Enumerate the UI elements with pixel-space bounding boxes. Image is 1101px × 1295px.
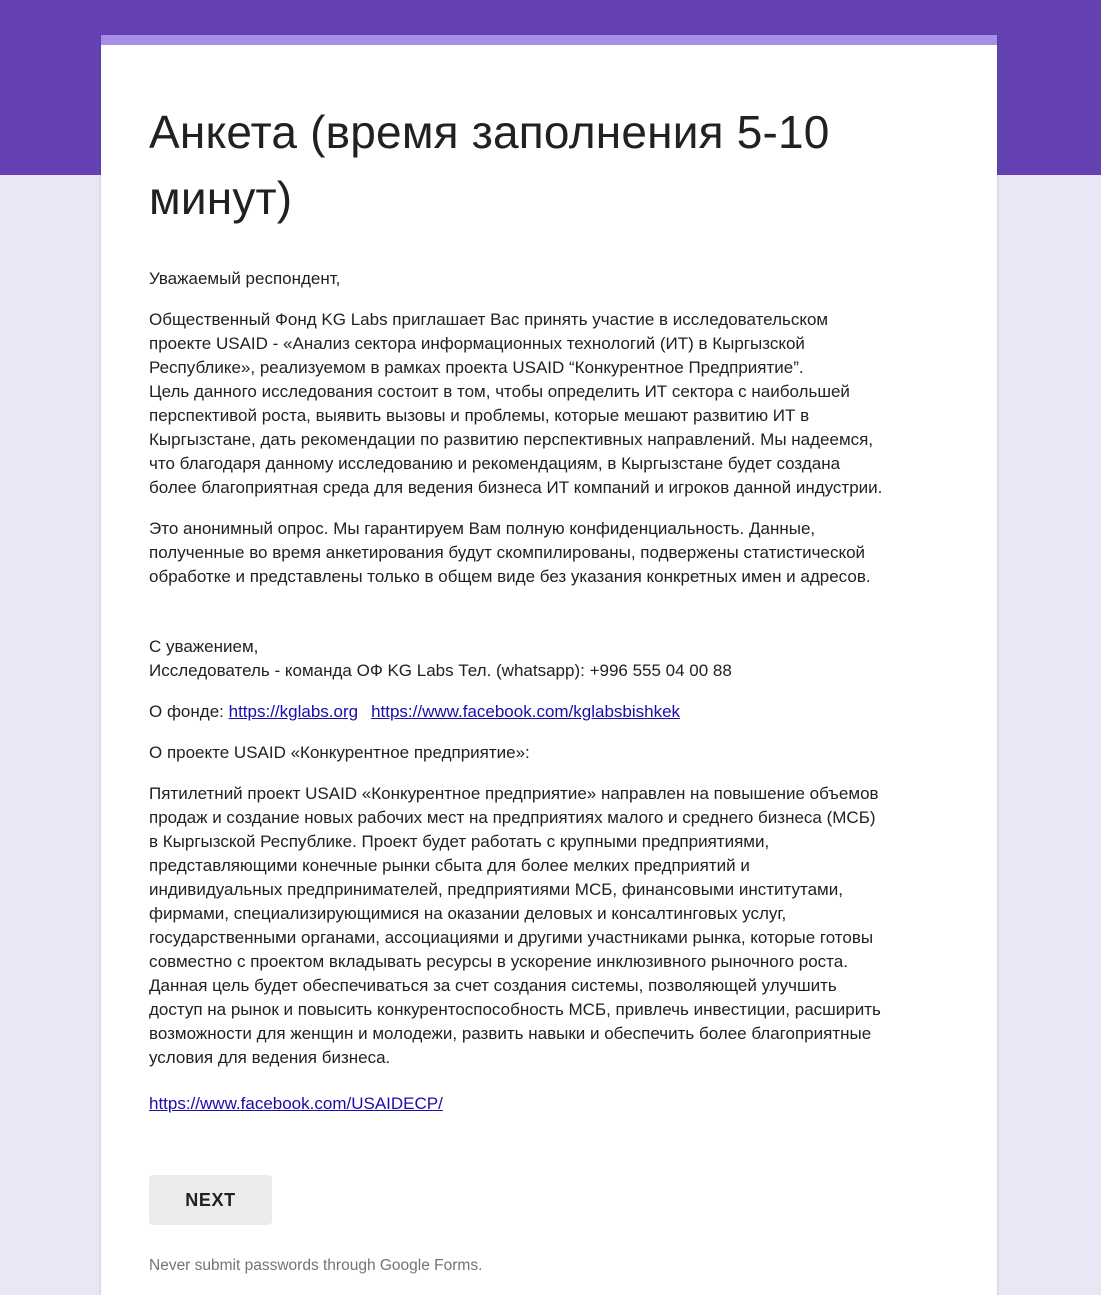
next-button[interactable]: NEXT bbox=[149, 1175, 272, 1225]
anonymity-text: Это анонимный опрос. Мы гарантируем Вам полную конфиденциальность. Данные, полученные во время анкетирования будут скомпилированы, подвержены статистической обработке и представлены только в общем виде без указания конкретных имен и адресов. bbox=[149, 519, 871, 586]
signature-text: С уважением, Исследователь - команда ОФ KG Labs Тел. (whatsapp): +996 555 04 00 88 bbox=[149, 637, 732, 680]
greeting-text: Уважаемый респондент, bbox=[149, 269, 341, 288]
kglabs-site-link[interactable]: https://kglabs.org bbox=[228, 702, 359, 721]
project-description: Пятилетний проект USAID «Конкурентное предприятие» направлен на повышение объемов продаж и создание новых рабочих мест на предприятиях малого и среднего бизнеса (МСБ) в Кыргызской Республике. Проект будет работать с крупными предприятиями, представляющими конечные рынки сбыта для более мелких предприятий и индивидуальных предпринимателей, предприятиями МСБ, финансовыми институтами, фирмами, специализирующимися на оказании деловых и консалтинговых услуг, государственными органами, ассоциациями и другими участниками рынка, которые готовы совместно с проектом вкладывать ресурсы в ускорение инклюзивного рыночного роста. Данная цель будет обеспечиваться за счет создания системы, позволяющей улучшить доступ на рынок и повысить конкурентоспособность МСБ, привлечь инвестиции, расширить возможности для женщин и молодежи, развить навыки и обеспечить более благоприятные условия для ведения бизнеса. bbox=[149, 784, 881, 1067]
project-link-line bbox=[149, 1092, 949, 1116]
project-heading: О проекте USAID «Конкурентное предприятие»: bbox=[149, 743, 530, 762]
about-fund-line bbox=[149, 700, 949, 724]
form-description bbox=[149, 99, 949, 1116]
about-fund-label: О фонде: bbox=[149, 702, 229, 721]
form-title: Анкета (время заполнения 5-10 минут) bbox=[149, 106, 830, 224]
usaid-facebook-link[interactable]: https://www.facebook.com/USAIDECP/ bbox=[149, 1094, 443, 1113]
kglabs-facebook-link[interactable]: https://www.facebook.com/kglabsbishkek bbox=[371, 702, 681, 721]
form-card bbox=[101, 35, 997, 1295]
password-warning: Never submit passwords through Google Forms. bbox=[149, 1257, 483, 1274]
intro-text: Общественный Фонд KG Labs приглашает Вас принять участие в исследовательском проекте USAID - «Анализ сектора информационных технологий (ИТ) в Кыргызской Республике», реализуемом в рамках проекта USAID “Конкурентное Предприятие”. Цель данного исследования состоит в том, чтобы определить ИТ сектора с наибольшей перспективой роста, выявить вызовы и проблемы, которые мешают развитию ИТ в Кыргызстане, дать рекомендации по развитию перспективных направлений. Мы надеемся, что благодаря данному исследованию и рекомендациям, в Кыргызстане будет создана более благоприятная среда для ведения бизнеса ИТ компаний и игроков данной индустрии. bbox=[149, 310, 883, 497]
